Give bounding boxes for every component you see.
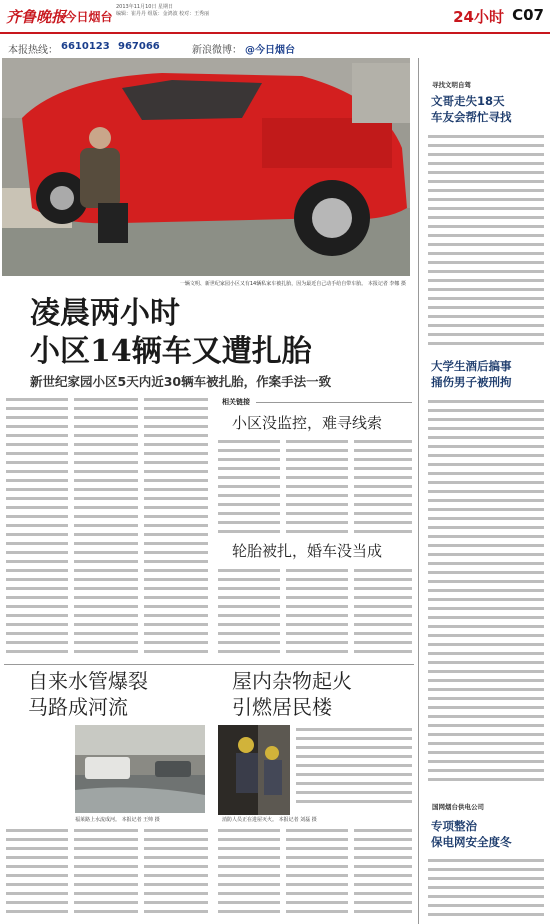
sidebar-head-3-line-1: 专项整治 — [431, 819, 477, 833]
fire-text-3 — [286, 826, 348, 922]
text-block — [144, 826, 208, 916]
text-block — [218, 437, 280, 535]
page-number: C07 — [512, 6, 544, 24]
related-text-1b — [286, 437, 348, 535]
water-photo-caption: 福莱路上水流成河。 本报记者 王帅 摄 — [75, 817, 160, 823]
headline-line-2: 小区14辆车又遭扎胎 — [30, 334, 312, 369]
weibo-label: 新浪微博： — [192, 45, 242, 56]
fire-text-4 — [354, 826, 412, 922]
related-text-2a — [218, 566, 280, 660]
text-block — [428, 397, 544, 784]
related-text-2c — [354, 566, 412, 660]
main-article-col-2 — [74, 395, 138, 660]
text-block — [286, 566, 348, 656]
text-block — [428, 856, 544, 919]
sidebar-headline-2 — [431, 358, 512, 390]
text-block — [218, 566, 280, 656]
sidebar-head-2-line-2: 捅伤男子被刑拘 — [431, 375, 512, 389]
hotline-label: 本报热线： — [8, 45, 58, 56]
fire-headline-line-2: 引燃居民楼 — [232, 695, 332, 719]
related-head-2: 轮胎被扎，婚车没当成 — [232, 542, 383, 560]
hotline-bar — [0, 34, 550, 58]
water-text-3 — [144, 826, 208, 922]
text-block — [296, 725, 412, 806]
sidebar-headline-1 — [431, 93, 512, 125]
fire-photo — [218, 725, 290, 815]
sidebar-headline-3 — [431, 818, 512, 850]
related-text-2b — [286, 566, 348, 660]
main-photo — [2, 58, 410, 276]
water-photo — [75, 725, 205, 813]
dateline — [116, 4, 256, 18]
text-block — [286, 437, 348, 535]
text-block — [218, 826, 280, 916]
hotline-phone-2: 967066 — [118, 41, 160, 52]
editor-text: 编辑：崔丹丹 组版：金鸿波 校对：王秀丽 — [116, 11, 210, 17]
sidebar-tag-1: 寻找文明自驾 — [432, 81, 471, 89]
related-text-1a — [218, 437, 280, 535]
date-text: 2013年11月10日 星期日 — [116, 4, 174, 10]
water-headline-line-1: 自来水管爆裂 — [28, 669, 148, 693]
section-name: 24小时 — [453, 8, 504, 26]
lower-divider — [4, 664, 414, 665]
main-subhead: 新世纪家园小区5天内近30辆车被扎胎，作案手法一致 — [30, 374, 332, 389]
water-pipe-headline — [28, 668, 148, 720]
related-links-label: 相关链接 — [219, 397, 253, 407]
sidebar-head-1-line-2: 车友会帮忙寻找 — [431, 110, 512, 124]
sidebar-head-3-line-2: 保电网安全度冬 — [431, 835, 512, 849]
newspaper-brand: 齐鲁晚报 — [6, 8, 67, 26]
edition-name: ·今日烟台 — [60, 10, 113, 24]
text-block — [354, 437, 412, 535]
sidebar-text-1 — [428, 132, 544, 354]
text-block — [6, 826, 68, 916]
related-head-1: 小区没监控，难寻线索 — [232, 414, 383, 432]
weibo-handle: @今日烟台 — [245, 45, 295, 56]
water-text-1 — [6, 826, 68, 922]
fire-text-1 — [296, 725, 412, 813]
fire-headline-line-1: 屋内杂物起火 — [232, 669, 352, 693]
fire-photo-caption: 消防人员正在进屋灭火。 本报记者 刘磊 摄 — [222, 817, 317, 823]
water-headline-line-2: 马路成河流 — [28, 695, 128, 719]
main-article-col-3 — [144, 395, 208, 660]
sidebar-text-3 — [428, 856, 544, 922]
sidebar-tag-3: 国网烟台供电公司 — [432, 803, 484, 811]
text-block — [144, 395, 208, 656]
text-block — [428, 132, 544, 348]
text-block — [6, 395, 68, 656]
sidebar-head-1-line-1: 文哥走失18天 — [431, 94, 505, 108]
text-block — [74, 395, 138, 656]
fire-text-2 — [218, 826, 280, 922]
text-block — [286, 826, 348, 916]
water-text-2 — [74, 826, 138, 922]
hotline-phone-1: 6610123 — [61, 41, 110, 52]
main-article-col-1 — [6, 395, 68, 660]
text-block — [74, 826, 138, 916]
headline-line-1: 凌晨两小时 — [30, 296, 180, 331]
main-headline — [30, 295, 410, 371]
sidebar-text-2 — [428, 397, 544, 793]
text-block — [354, 826, 412, 916]
photo-caption: 一辆文明、新世纪家园小区又有14辆私家车被扎胎，因为最近自己动手给自带车胎。 本报记者 李娜 摄 — [179, 281, 406, 287]
masthead — [0, 0, 550, 34]
related-divider — [256, 402, 412, 403]
text-block — [354, 566, 412, 656]
related-text-1c — [354, 437, 412, 535]
sidebar-divider — [418, 58, 419, 924]
sidebar-head-2-line-1: 大学生酒后搞事 — [431, 359, 512, 373]
fire-headline — [232, 668, 352, 720]
